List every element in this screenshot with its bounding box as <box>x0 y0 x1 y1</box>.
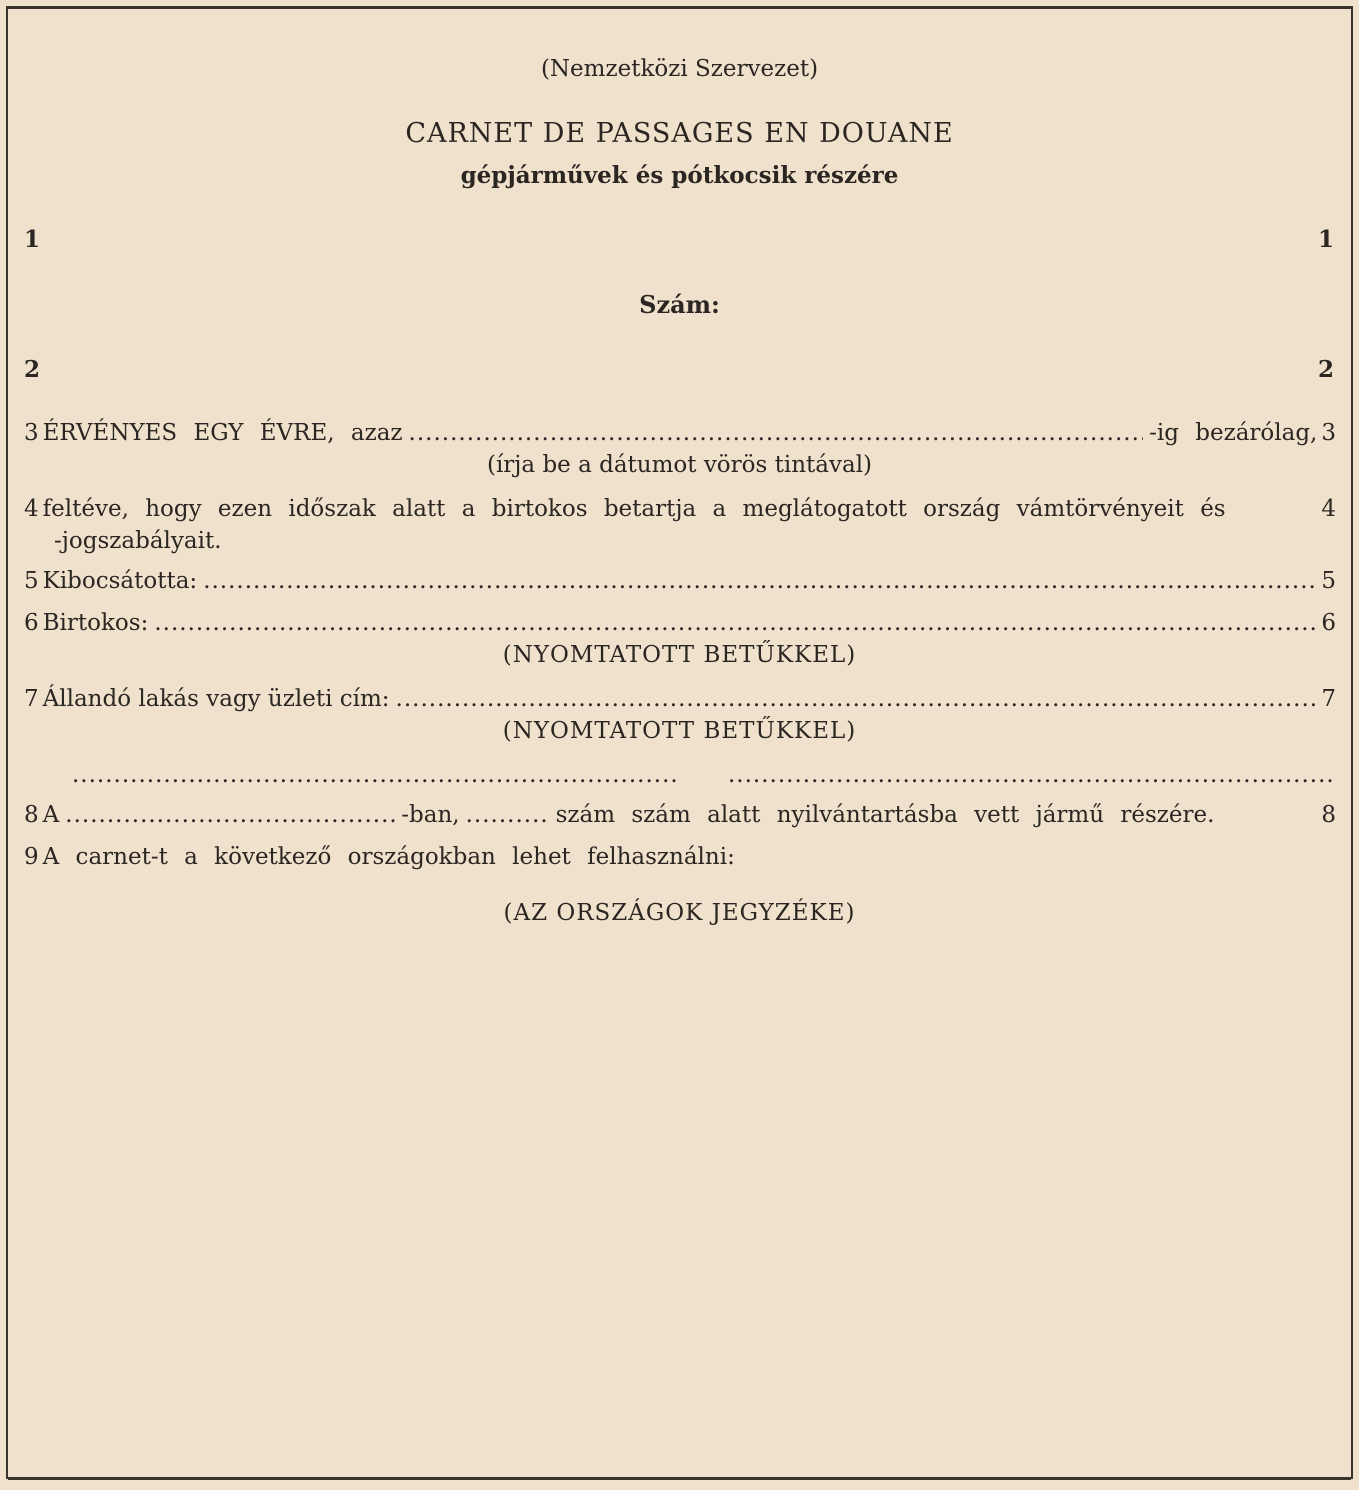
address-fill-line-2[interactable] <box>72 762 680 788</box>
bottom-rule <box>8 1477 1351 1480</box>
line-number: 6 <box>1321 610 1336 636</box>
line-number-right: 1 <box>1318 226 1335 253</box>
line-number: 9 <box>24 844 39 870</box>
line-number: 3 <box>1321 420 1336 446</box>
document-title: CARNET DE PASSAGES EN DOUANE <box>405 118 954 149</box>
condition-line <box>24 496 1336 522</box>
line-number: 6 <box>24 610 39 636</box>
condition-text: feltéve, hogy ezen időszak alatt a birtokos betartja a meglátogatott ország vámtörvényeit és <box>42 496 1226 522</box>
issuer-label: Kibocsátotta: <box>42 568 198 594</box>
address-fill-line-3[interactable] <box>728 762 1336 788</box>
validity-label: ÉRVÉNYES EGY ÉVRE, azaz <box>42 420 403 446</box>
line-number: 8 <box>1321 802 1336 828</box>
document-subtitle: gépjárművek és pótkocsik részére <box>460 162 899 189</box>
address-label: Állandó lakás vagy üzleti cím: <box>42 686 390 712</box>
registration-line <box>24 802 1336 828</box>
countries-line <box>24 844 1336 870</box>
issuer-line <box>24 568 1336 594</box>
holder-line <box>24 610 1336 636</box>
registration-number-fill[interactable] <box>466 802 546 828</box>
address-fill-line[interactable] <box>396 686 1316 712</box>
block-letters-note: (NYOMTATOTT BETŰKKEL) <box>502 642 857 668</box>
holder-fill-line[interactable] <box>154 610 1315 636</box>
holder-label: Birtokos: <box>42 610 149 636</box>
line-number: 4 <box>1321 496 1336 522</box>
line-number-right: 2 <box>1318 356 1335 383</box>
registration-end-text: szám szám alatt nyilvántartásba vett jármű részére. <box>555 802 1215 828</box>
line-number: 5 <box>1321 568 1336 594</box>
line-number-left: 1 <box>24 226 41 253</box>
registration-place-fill[interactable] <box>65 802 395 828</box>
address-line <box>24 686 1336 712</box>
issuer-fill-line[interactable] <box>203 568 1315 594</box>
countries-text: A carnet-t a következő országokban lehet felhasználni: <box>42 844 735 870</box>
registration-mid-text: -ban, <box>401 802 460 828</box>
line-number: 5 <box>24 568 39 594</box>
date-fill-line[interactable] <box>409 420 1144 446</box>
block-letters-note: (NYOMTATOTT BETŰKKEL) <box>502 718 857 744</box>
line-number: 8 <box>24 802 39 828</box>
organization-line: (Nemzetközi Szervezet) <box>540 56 819 82</box>
number-label: Szám: <box>639 290 720 319</box>
line-number: 7 <box>24 686 39 712</box>
date-hint: (írja be a dátumot vörös tintával) <box>486 452 873 478</box>
line-number-left: 2 <box>24 356 41 383</box>
line-number: 4 <box>24 496 39 522</box>
registration-label: A <box>42 802 60 828</box>
countries-list-heading: (AZ ORSZÁGOK JEGYZÉKE) <box>503 900 856 926</box>
validity-end-text: -ig bezárólag, <box>1149 420 1318 446</box>
validity-line <box>24 420 1336 446</box>
line-number: 3 <box>24 420 39 446</box>
line-number: 7 <box>1321 686 1336 712</box>
condition-text-continued: -jogszabályait. <box>54 528 222 554</box>
address-continuation <box>72 762 1336 788</box>
